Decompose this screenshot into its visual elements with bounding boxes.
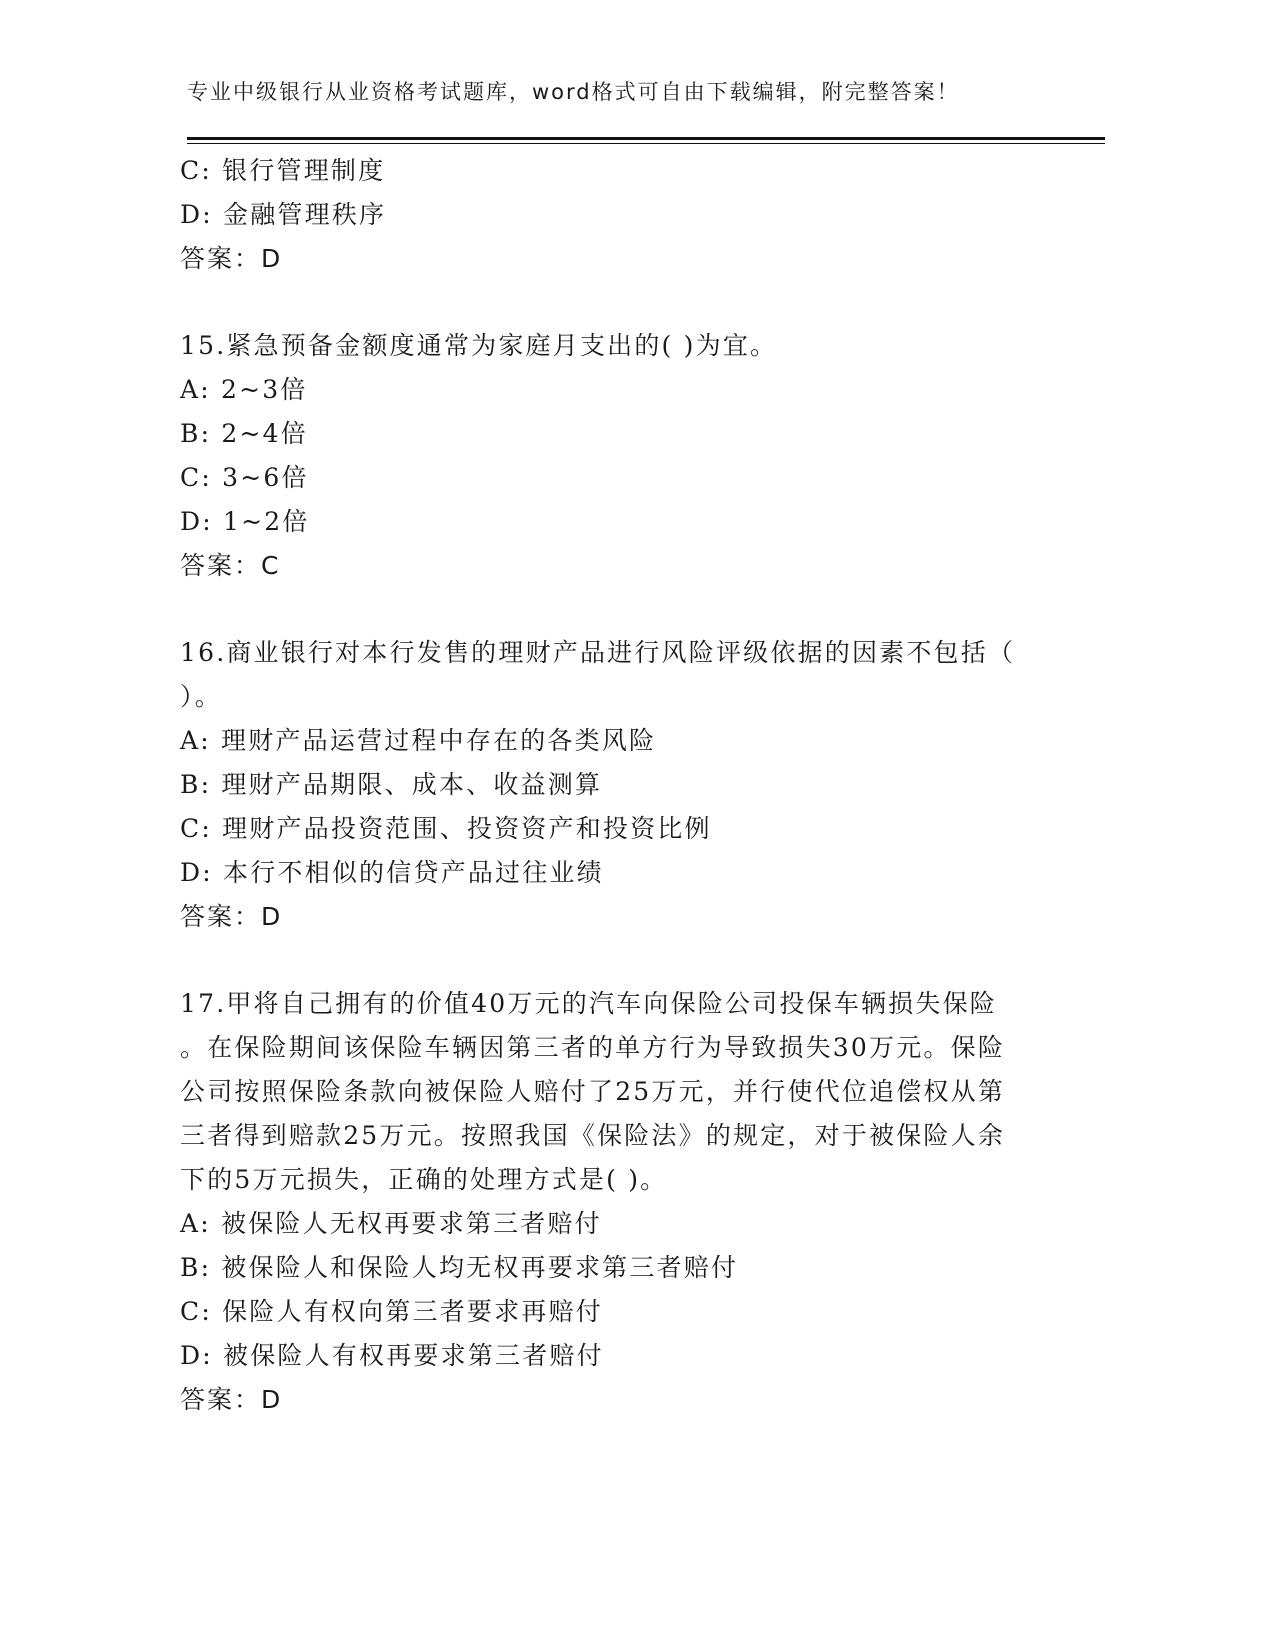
option-b: B: 被保险人和保险人均无权再要求第三者赔付 — [180, 1253, 739, 1282]
answer-line: 答案：D — [180, 1385, 283, 1414]
header-rule-thick — [187, 137, 1105, 140]
question-16 — [180, 631, 1040, 939]
question-stem-line-3: 公司按照保险条款向被保险人赔付了25万元，并行使代位追偿权从第 — [180, 1077, 1006, 1106]
option-d: D: 1~2倍 — [180, 507, 310, 536]
option-c: C: 保险人有权向第三者要求再赔付 — [180, 1297, 603, 1326]
option-b: B: 2~4倍 — [180, 419, 308, 448]
option-d: D: 被保险人有权再要求第三者赔付 — [180, 1341, 604, 1370]
question-stem: 15.紧急预备金额度通常为家庭月支出的( )为宜。 — [180, 331, 778, 360]
option-a: A: 被保险人无权再要求第三者赔付 — [180, 1209, 602, 1238]
option-d: D: 金融管理秩序 — [180, 200, 387, 229]
question-stem-line-2: 。在保险期间该保险车辆因第三者的单方行为导致损失30万元。保险 — [180, 1033, 1006, 1062]
option-c: C: 银行管理制度 — [180, 156, 386, 185]
document-body — [180, 149, 1040, 1422]
spacer — [180, 939, 1040, 982]
option-d: D: 本行不相似的信贷产品过往业绩 — [180, 858, 604, 887]
question-stem-line-1: 17.甲将自己拥有的价值40万元的汽车向保险公司投保车辆损失保险 — [180, 989, 997, 1018]
answer-line: 答案：D — [180, 244, 283, 273]
option-c: C: 理财产品投资范围、投资资产和投资比例 — [180, 814, 712, 843]
question-15 — [180, 324, 1040, 588]
option-a: A: 2~3倍 — [180, 375, 308, 404]
page-header: 专业中级银行从业资格考试题库，word格式可自由下载编辑，附完整答案！ — [187, 80, 960, 104]
question-14-tail — [180, 149, 1040, 281]
option-a: A: 理财产品运营过程中存在的各类风险 — [180, 726, 657, 755]
question-stem-line-2: ）。 — [180, 682, 222, 711]
answer-line: 答案：D — [180, 902, 283, 931]
option-c: C: 3~6倍 — [180, 463, 309, 492]
question-stem-line-5: 下的5万元损失，正确的处理方式是( )。 — [180, 1165, 668, 1194]
question-17 — [180, 982, 1040, 1422]
question-stem-line-4: 三者得到赔款25万元。按照我国《保险法》的规定，对于被保险人余 — [180, 1121, 1006, 1150]
answer-line: 答案：C — [180, 551, 281, 580]
header-rule-thin — [187, 143, 1105, 144]
spacer — [180, 281, 1040, 324]
spacer — [180, 588, 1040, 631]
option-b: B: 理财产品期限、成本、收益测算 — [180, 770, 603, 799]
question-stem-line-1: 16.商业银行对本行发售的理财产品进行风险评级依据的因素不包括（ — [180, 638, 1016, 667]
